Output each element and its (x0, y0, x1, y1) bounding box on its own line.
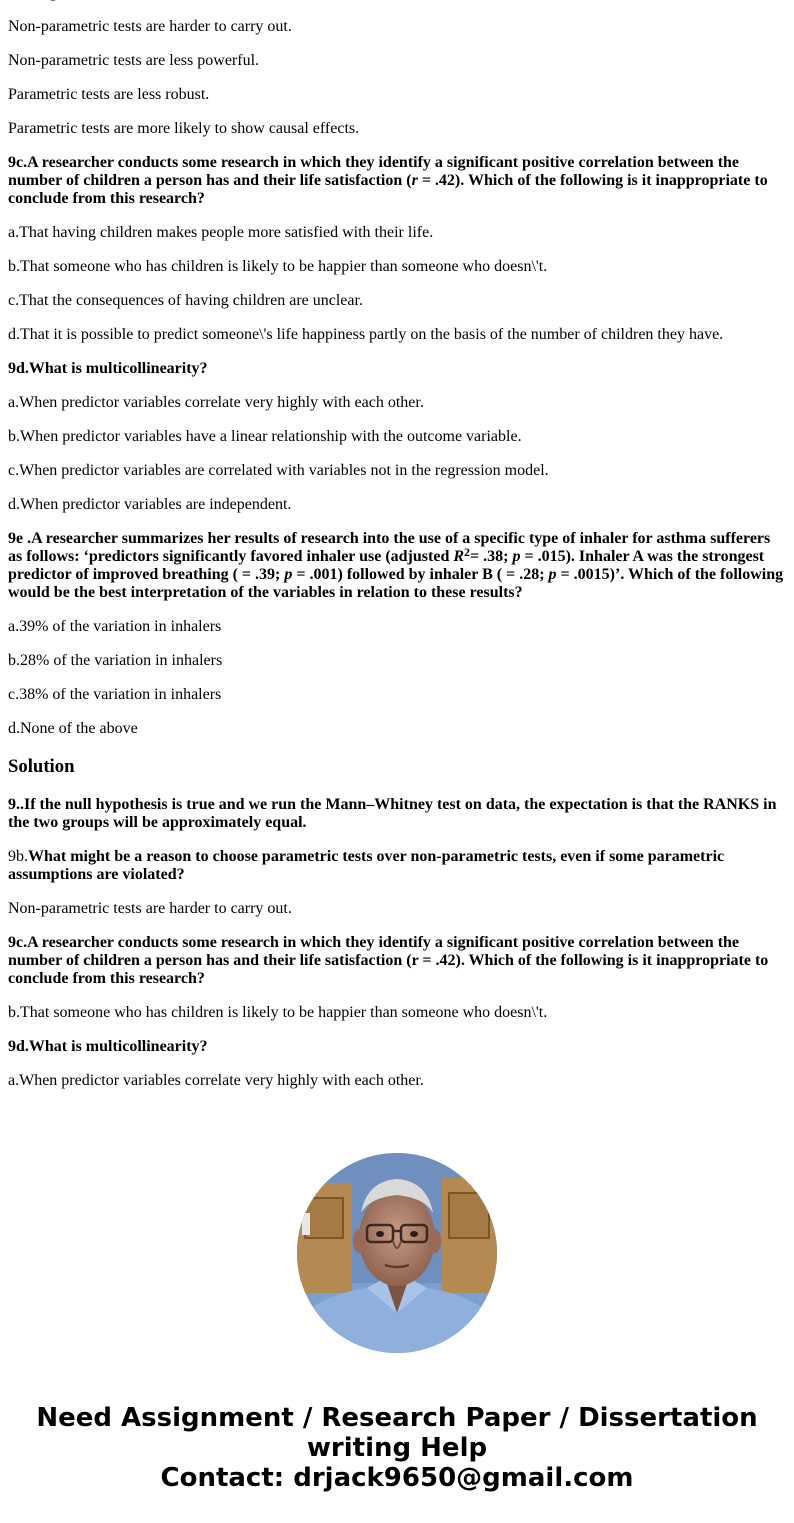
q9b-title-tail (8, 0, 786, 2)
solution-9b: 9b.What might be a reason to choose parametric tests over non-parametric tests, even if some parametric assumptions are violated? (8, 848, 725, 883)
q9c-option: c.That the consequences of having children are unclear. (8, 292, 363, 309)
q9d-option: d.When predictor variables are independent. (8, 496, 292, 513)
footer-advert (0, 1403, 794, 1493)
solution-9b-answer: Non-parametric tests are harder to carry out. (8, 900, 292, 917)
q9b-option: Parametric tests are more likely to show causal effects. (8, 120, 360, 137)
q9e-option: b.28% of the variation in inhalers (8, 652, 223, 669)
q9c-option: a.That having children makes people more satisfied with their life. (8, 224, 434, 241)
q9d-title: 9d.What is multicollinearity? (8, 360, 208, 377)
q9d-option: b.When predictor variables have a linear relationship with the outcome variable. (8, 428, 522, 445)
solution-9c: 9c.A researcher conducts some research in which they identify a significant positive correlation between the number of children a person has and their life satisfaction (r = .42). Which of the following is it inappropriate to conclude from this research? (8, 934, 769, 987)
document-body (8, 0, 786, 1106)
author-portrait-image (297, 1153, 497, 1353)
q9d-option: a.When predictor variables correlate very highly with each other. (8, 394, 424, 411)
solution-9d: 9d.What is multicollinearity? (8, 1038, 208, 1055)
footer-line-contact: Contact: drjack9650@gmail.com (160, 1463, 634, 1493)
q9e-title: 9e .A researcher summarizes her results of research into the use of a specific type of inhaler for asthma sufferers as follows: ‘predictors significantly favored inhaler use (adjusted $R^2= .38$; p = .015). Inhaler A was the strongest predictor of improved breathing ( = .39; p = .001) followed by inhaler B ( = .28; p = .0015)’. Which of the following would be the best interpretation of the variables in relation to these results? (8, 530, 784, 601)
q9b-option: Non-parametric tests are less powerful. (8, 52, 260, 69)
q9b-option: Parametric tests are less robust. (8, 86, 210, 103)
q9c-option: d.That it is possible to predict someone\'s life happiness partly on the basis of the number of children they have. (8, 326, 724, 343)
footer-line-help: Need Assignment / Research Paper / Dissertation writing Help (36, 1403, 758, 1463)
solution-heading: Solution (8, 756, 75, 777)
q9c-option: b.That someone who has children is likely to be happier than someone who doesn\'t. (8, 258, 548, 275)
q9b-option: Non-parametric tests are harder to carry out. (8, 18, 292, 35)
q9e-option: d.None of the above (8, 720, 138, 737)
q9e-option: c.38% of the variation in inhalers (8, 686, 222, 703)
solution-9d-answer: a.When predictor variables correlate very highly with each other. (8, 1072, 424, 1089)
solution-9c-answer: b.That someone who has children is likely to be happier than someone who doesn\'t. (8, 1004, 548, 1021)
solution-9: 9..If the null hypothesis is true and we run the Mann–Whitney test on data, the expectation is that the RANKS in the two groups will be approximately equal. (8, 796, 777, 831)
q9e-option: a.39% of the variation in inhalers (8, 618, 222, 635)
q9c-title: 9c.A researcher conducts some research in which they identify a significant positive correlation between the number of children a person has and their life satisfaction (r = .42). Which of the following is it inappropriate to conclude from this research? (8, 154, 768, 207)
q9d-option: c.When predictor variables are correlated with variables not in the regression model. (8, 462, 549, 479)
author-avatar (297, 1153, 497, 1353)
